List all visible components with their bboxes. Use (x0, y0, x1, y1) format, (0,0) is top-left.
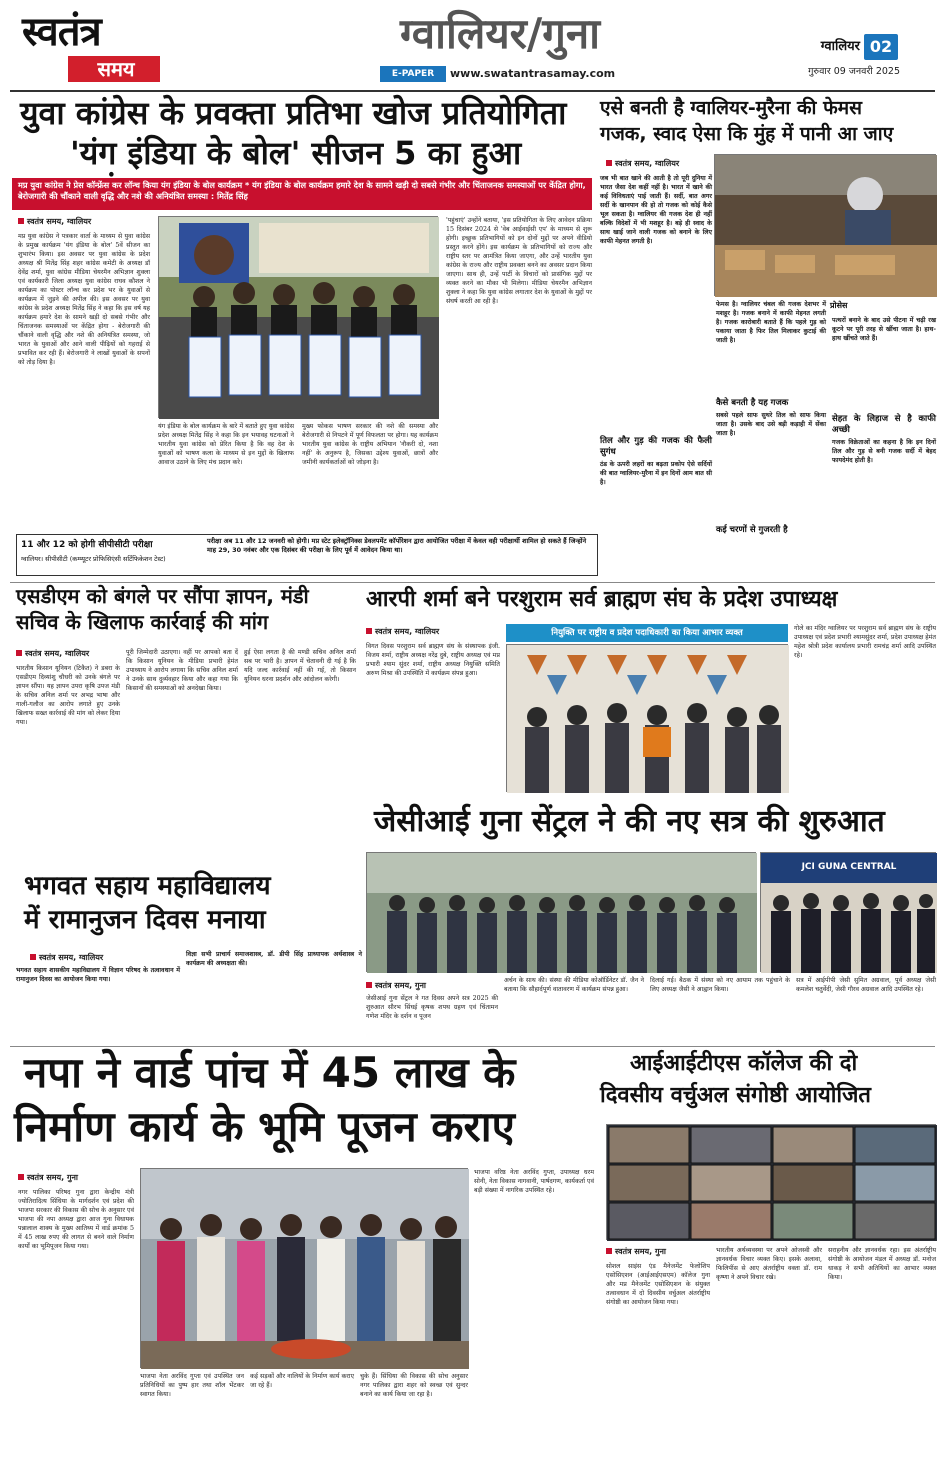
section-divider-2 (10, 1046, 935, 1047)
napa-byline-text: स्वतंत्र समय, गुना (27, 1173, 78, 1182)
napa-col-2: भाजपा नेता अरविंद गुप्ता एवं उपस्थित जन प्रतिनिधियों का पुष्प हार तथा शॉल भेंटकर स्वागत किया। (140, 1373, 244, 1398)
byline-marker (30, 954, 36, 960)
cpct-title: 11 और 12 को होगी सीपीसीटी परीक्षा (21, 540, 153, 550)
byline-marker (18, 1174, 24, 1180)
napa-photo (140, 1168, 468, 1368)
iits-photo (606, 1124, 936, 1240)
rp-byline (366, 626, 516, 638)
sdm-headline-2: सचिव के खिलाफ कार्रवाई की मांग (16, 610, 269, 634)
ramanujan-col-2: विज्ञा सभी प्राचार्य समाजशास्त्र, डॉ. डीपी सिंह प्राध्यापक अर्थशास्त्र ने कार्यक्रम की अध्यक्षता की। (186, 951, 362, 967)
gajak-col-1-text: जब भी बात खाने की आती है तो पूरी दुनिया में भारत जैसा देश कहीं नहीं है। भारत में खाने की कई विविधताएं पाई जाती हैं। सर्दी, बात अगर सर्दी के खानपान की हो तो गजक को कोई कैसे भूल सकता है। ग्वालियर की गजक देश ही नहीं बल्कि विदेशों में भी मशहूर है। बड़े ही स्वाद के साथ खाई जाने वाली गजक को बनाने के लिए काफी मेहनत लगती है। (600, 175, 712, 245)
masthead-divider (10, 90, 935, 92)
iits-headline-2: दिवसीय वर्चुअल संगोष्ठी आयोजित (600, 1083, 871, 1108)
jci-photo-1-image (367, 853, 757, 973)
gajak-col-2 (716, 300, 826, 566)
rp-banner: नियुक्ति पर राष्ट्रीय व प्रदेश पदाधिकारी का किया आभार व्यक्त (506, 624, 788, 642)
iits-col-3: सराहनीय और ज्ञानवर्धक रहा। इस अंतर्राष्ट्रीय संगोष्ठी के आयोजन मंडल में अध्यक्ष डॉ. मनोज धाकड़ ने सभी अतिथियों का आभार व्यक्त किया। (828, 1247, 936, 1281)
gajak-subhead-4: सेहत के लिहाज से है काफी अच्छी (832, 414, 936, 435)
lead-col-1: मप्र युवा कांग्रेस ने पत्रकार वार्ता के माध्यम से युवा कांग्रेस के प्रमुख कार्यक्रम 'यंग इंडिया के बोल' 5वें सीजन का शुभारंभ किया। इस अवसर पर युवा कांग्रेस के प्रदेश अध्यक्ष श्री मितेंद्र सिंह शहर कांग्रेस कमेटी के अध्यक्ष डॉ देवेंद्र शर्मा, युवा कांग्रेस मीडिया चेयरमैन अभिज्ञान शुक्ला एवं कार्यकारी जिला अध्यक्ष युवा कांग्रेस राघव कौशल ने कार्यक्रम का पोस्टर लॉन्च कर प्रदेश भर के युवाओं से कार्यक्रम में जुड़ने की अपील की। इस अवसर पर युवा कांग्रेस के प्रदेश अध्यक्ष मितेंद्र सिंह ने कहा कि इस वर्ष यह कार्यक्रम हमारे देश के सामने खड़ी दो सबसे गंभीर और चिंताजनक समस्याओं पर केंद्रित होगा - बेरोजगारी की चौंकाने वाली वृद्धि और नशे की अनियंत्रित समस्या, जो भारत के युवाओं और आने वाली पीढ़ियों को गहराई से प्रभावित कर रही हैं। बेरोजगारी ने लाखों युवाओं के सपनों को तोड़ दिया है। (18, 233, 150, 366)
lead-byline-text: स्वतंत्र समय, ग्वालियर (27, 217, 92, 226)
lead-headline-2: 'यंग इंडिया के बोल' सीजन 5 का हुआ (70, 134, 522, 172)
cpct-byline: ग्वालियर। सीपीसीटी (कम्प्यूटर प्रोफिसिएंसी सर्टिफिकेशन टेस्ट) (21, 555, 166, 563)
gajak-col-3-text: पत्थरों बनाने के बाद उसे पीटना में चढ़ी रख कूटने पर पूरी तरह से खींचा जाता है। हाथ-हाथ खींचते जाते हैं। (832, 317, 936, 342)
byline-marker (366, 628, 372, 634)
jci-col-3: दिलाई गई। बैठक में संस्था को नए आयाम तक पहुंचाने के लिए अध्यक्ष जैसी ने आह्वान किया। (650, 977, 790, 993)
ramanujan-byline (30, 952, 180, 964)
edition-title: ग्वालियर/गुना (399, 9, 601, 58)
cpct-box (16, 534, 598, 576)
sdm-col-2: पूरी जिम्मेदारी उठाएगा। वहीं पर आपको बता दें कि किसान यूनियन के मीडिया प्रभारी हेमंत उपाध्याय ने आरोप लगाया कि सचिव अनिल शर्मा ने उनके साथ दुर्व्यवहार किया और कहा गया कि किसानों की समस्याओं को अनदेखा किया। (126, 649, 238, 692)
jci-photo-2 (760, 852, 936, 972)
lead-subdeck: मप्र युवा कांग्रेस ने प्रेस कॉन्फ्रेंस कर लॉन्च किया यंग इंडिया के बोल कार्यक्रम * यंग इंडिया के बोल कार्यक्रम हमारे देश के सामने खड़ी दो सबसे गंभीर और चिंताजनक समस्याओं पर केंद्रित होगा, बेरोजगारी की चौंकाने वाली वृद्धि और नशे की अनियंत्रित समस्या : मितेंद्र सिंह (12, 178, 592, 210)
ramanujan-col-1: भगवत सहाय शासकीय महाविद्यालय में विज्ञान परिषद के तत्वावधान में रामानुजन दिवस का आयोजन किया गया। (16, 967, 180, 983)
rp-photo-image (507, 645, 789, 793)
gajak-col-2b-text: सबसे पहले साफ सुथरे तिल को साफ किया जाता है। उसके बाद उसे बड़ी कड़ाही में सेंका जाता है। (716, 412, 826, 437)
byline-marker (606, 1248, 612, 1254)
gajak-photo-image (715, 155, 937, 297)
page-city: ग्वालियर (820, 39, 860, 54)
website-link[interactable]: www.swatantrasamay.com (450, 67, 616, 80)
ramanujan-byline-text: स्वतंत्र समय, ग्वालियर (39, 953, 104, 962)
rp-col-2: गोले का मंदिर ग्वालियर पर परशुराम सर्व ब्राह्मण संघ के राष्ट्रीय उपाध्यक्ष एवं प्रदेश प्रभारी श्यामसुंदर शर्मा, प्रदेश उपाध्यक्ष हेमंत महेश श्रोत्री प्रदेश कार्यालय प्रभारी रामचंद्र शर्मा आदि उपस्थित रहे। (794, 625, 936, 659)
logo (22, 8, 164, 84)
byline-marker (16, 650, 22, 656)
masthead (0, 0, 945, 90)
gajak-headline-1: एसे बनती है ग्वालियर-मुरैना की फेमस (600, 97, 862, 119)
gajak-headline-2: गजक, स्वाद ऐसा कि मुंह में पानी आ जाए (600, 123, 894, 145)
lead-col-4: 'पहुंचाएं' उन्होंने बताया, 'इस प्रतियोगिता के लिए आवेदन प्रक्रिया 15 दिसंबर 2024 से 'वेब आईवाईसी एप' के माध्यम से शुरू होगी। इच्छुक प्रतिभागियों को इन दोनों मुद्दों पर अपने वीडियो प्रस्तुत करने होंगे। इस कार्यक्रम के प्रतिभागियों को राज्य और राष्ट्रीय स्तर पर आमंत्रित किया जाएगा, और उन्हें भारतीय युवा कांग्रेस के राज्य और राष्ट्रीय प्रवक्ता बनने का अवसर प्रदान किया जाएगा। साथ ही, उन्हें पार्टी के विचारों को प्रासंगिक मुद्दों पर व्यक्त करने का मौका भी मिलेगा। मीडिया चेयरमैन अभिज्ञान शुक्ला ने कहा कि युवा कांग्रेस लगातार देश के युवाओं के मुद्दों पर संघर्ष करती आ रही है। (446, 217, 592, 305)
sdm-headline-1: एसडीएम को बंगले पर सौंपा ज्ञापन, मंडी (16, 584, 309, 608)
sdm-byline-text: स्वतंत्र समय, ग्वालियर (25, 649, 90, 658)
jci-banner: JCI GUNA CENTRAL (801, 862, 897, 872)
jci-col-4: सत्र में आईपीपी जेसी सुमित अग्रवाल, पूर्व अध्यक्ष जेसी कमलेश चतुर्वेदी, जेसी गौरव अग्रवाल आदि उपस्थित रहे। (796, 977, 936, 993)
ramanujan-headline-2: में रामानुजन दिवस मनाया (24, 905, 266, 935)
section-divider-1 (10, 582, 935, 583)
jci-photo-1 (366, 852, 756, 972)
lead-col-2: यंग इंडिया के बोल कार्यक्रम के बारे में बताते हुए युवा कांग्रेस प्रदेश अध्यक्ष मितेंद्र सिंह ने कहा कि इन भयावह घटनाओं ने भारतीय युवा कांग्रेस को प्रेरित किया है कि वह देश के युवाओं को भाषण कला के माध्यम से इन मुद्दों के खिलाफ आवाज उठाने के लिए मंच प्रदान करे। (158, 423, 294, 466)
napa-col-3: कई सड़कों और नालियों के निर्माण कार्य कराए जा रहे हैं। (250, 1373, 354, 1389)
gajak-photo (714, 154, 936, 296)
napa-col-1: नगर पालिका परिषद गुना द्वारा केन्द्रीय मंत्री ज्योतिरादित्य सिंधिया के मार्गदर्शन एवं प्रदेश की भाजपा सरकार की विकास की सोच के अनुसार एवं भाजपा की नपा अध्यक्ष द्वारा आज गुना विधायक पन्नालाल शाक्य के मुख्य आतिथ्य में वार्ड क्रमांक 5 में 45 लाख रुपए की लागत से बनने वाले निर्माण कार्यों का भूमिपूजन किया गया। (18, 1189, 134, 1250)
napa-photo-image (141, 1169, 469, 1369)
byline-marker (606, 160, 612, 166)
jci-byline-text: स्वतंत्र समय, गुना (375, 981, 426, 990)
rp-photo (506, 644, 788, 792)
byline-marker (18, 218, 24, 224)
cpct-text: परीक्षा अब 11 और 12 जनवरी को होगी। मप्र स्टेट इलेक्ट्रॉनिक्स डेवलपमेंट कॉर्पोरेशन द्वारा आयोजित परीक्षा में केवल वही परीक्षार्थी शामिल हो सकते हैं जिन्होंने माह 29, 30 नवंबर और एक दिसंबर की परीक्षा के लिए पूर्व में आवेदन किया था। (207, 537, 587, 554)
issue-date: गुरुवार 09 जनवरी 2025 (808, 66, 900, 77)
gajak-subhead-3: कई चरणों से गुजरती है (716, 525, 788, 535)
epaper-tag: E-PAPER (380, 66, 446, 82)
jci-byline (366, 980, 516, 992)
byline-marker (366, 982, 372, 988)
iits-col-2: भारतीय अर्थव्यवस्था पर अपने ओजस्वी और ज्ञानवर्धक विचार व्यक्त किए। इसके अलावा, फिलिपींस से आए अंतर्राष्ट्रीय वक्ता डॉ. राम कृष्णा ने अपने विचार रखे। (716, 1247, 822, 1281)
lead-byline (18, 216, 168, 228)
gajak-col-1 (600, 174, 712, 566)
lead-photo-image (159, 217, 439, 419)
gajak-col-3b-text: गजक विक्रेताओं का कहना है कि इन दिनों तिल और गुड़ से बनी गजक सर्दी में बेहद फायदेमंद होती है। (832, 439, 936, 464)
gajak-subhead-1: तिल और गुड़ की गजक की फैली सुगंध (600, 436, 712, 457)
logo-top: स्वतंत्र (22, 8, 101, 55)
napa-col-5: भाजपा वरिष्ठ नेता अरविंद गुप्ता, उपाध्यक्ष धरम सोनी, नेता विकास नागवानी, पार्षदगण, कार्यकर्ता एवं बड़ी संख्या में नागरिक उपस्थित रहे। (474, 1169, 594, 1194)
ramanujan-headline-1: भगवत सहाय महाविद्यालय (24, 871, 271, 901)
gajak-subhead-2: कैसे बनती है यह गजक (716, 398, 789, 408)
napa-headline-1: नपा ने वार्ड पांच में 45 लाख के (24, 1048, 516, 1097)
page-number: 02 (864, 34, 898, 60)
iits-headline-1: आईआईटीएस कॉलेज की दो (630, 1051, 858, 1076)
jci-col-1: जेसीआई गुना सेंट्रल ने गत दिवस अपने सत्र 2025 की शुरुआत सौरभ सिंघई कृषक शपथ ग्रहण एवं चिंतामन गणेश मंदिर के दर्शन व पूजन (366, 995, 498, 1020)
napa-col-4: चुके हैं। सिंधिया की विकास की सोच अनुसार नगर पालिका द्वारा शहर को स्वच्छ एवं सुन्दर बनाने का कार्य किया जा रहा है। (360, 1373, 468, 1398)
lead-col-3: मुख्य फोकस भाषण सरकार की नशे की समस्या और बेरोजगारी से निपटने में पूर्ण विफलता पर होगा। यह कार्यक्रम भारतीय युवा कांग्रेस के राष्ट्रीय अभियान 'नौकरी दो, नशा नहीं' के अनुरूप है, जिसका उद्देश्य युवाओं, छात्रों और जमीनी कार्यकर्ताओं को जोड़ना है। (302, 423, 438, 466)
lead-photo (158, 216, 438, 418)
gajak-col-3 (832, 316, 936, 566)
jci-headline: जेसीआई गुना सेंट्रल ने की नए सत्र की शुरुआत (374, 804, 885, 839)
gajak-col-1b-text: ठंड के ऊपरी लहरों का बढ़ता प्रकोप ऐसे सर्दियों की बात ग्वालियर-मुरैना में इन दिनों आम बात सी है। (600, 461, 712, 486)
rp-headline: आरपी शर्मा बने परशुराम सर्व ब्राह्मण संघ के प्रदेश उपाध्यक्ष (366, 587, 838, 612)
rp-byline-text: स्वतंत्र समय, ग्वालियर (375, 627, 440, 636)
gajak-col-2-text: फेमस है। ग्वालियर चंबल की गजक देशभर में मशहूर है। गजक बनाने में काफी मेहनत लगती है। गजक कारोबारी बताते हैं कि पहले गुड़ को पकाया जाता है फिर तिल मिलाकर कुटाई की जाती है। (716, 301, 826, 344)
iits-col-1: सोशल साइंस एंड मैनेजमेंट फेलोशिप एसोसिएशन (आईआईएसएम) कॉलेज गुना और मप्र मैनेजमेंट एसोसिएशन के संयुक्त तत्वावधान में दो दिवसीय वर्चुअल अंतर्राष्ट्रीय संगोष्ठी का आयोजन किया गया। (606, 1263, 710, 1306)
sdm-col-3: हुई ऐसा लगता है की मण्डी सचिव अनिल शर्मा सब पर भारी है। ज्ञापन में चेतावनी दी गई है कि यदि जल्द कार्रवाई नहीं की गई, तो किसान यूनियन धरना प्रदर्शन और आंदोलन करेगी। (244, 649, 356, 683)
gajak-byline-text: स्वतंत्र समय, ग्वालियर (615, 159, 680, 168)
iits-byline-text: स्वतंत्र समय, गुना (615, 1247, 666, 1256)
napa-headline-2: निर्माण कार्य के भूमि पूजन कराए (14, 1102, 515, 1151)
lead-headline-1: युवा कांग्रेस के प्रवक्ता प्रतिभा खोज प्रतियोगिता (20, 94, 567, 132)
gajak-photo-caption: प्रोसेस (830, 301, 848, 310)
jci-col-2: अर्चन के साथ की। संस्था की मीडिया कोऑर्डिनेटर डॉ. जैन ने बताया कि सौहार्दपूर्ण वातावरण में कार्यक्रम संपन्न हुआ। (504, 977, 644, 993)
rp-col-1: विगत दिवस परशुराम सर्व ब्राह्मण संघ के संस्थापक इंजी. विजय शर्मा, राष्ट्रीय अध्यक्ष नरेंद्र दुबे, राष्ट्रीय अध्यक्ष एवं मप्र प्रभारी श्याम सुंदर शर्मा, राष्ट्रीय अध्यक्ष नियुक्ति समिति अरुण मिश्रा की उपस्थिति में कार्यक्रम संपन्न हुआ। (366, 643, 500, 677)
logo-bottom: समय (97, 57, 135, 81)
iits-photo-image (607, 1125, 937, 1241)
sdm-col-1: भारतीय किसान यूनियन (टिकैत) ने डबरा के एसडीएम दिव्यांशु चौधरी को उनके बंगले पर ज्ञापन सौंपा। यह ज्ञापन उपरा कृषि उपज मंडी के सचिव अनिल शर्मा पर अभद्र भाषा और गाली-गलौज का आरोप लगाते हुए उनके खिलाफ सख्त कार्रवाई की मांग को लेकर दिया गया। (16, 665, 120, 726)
